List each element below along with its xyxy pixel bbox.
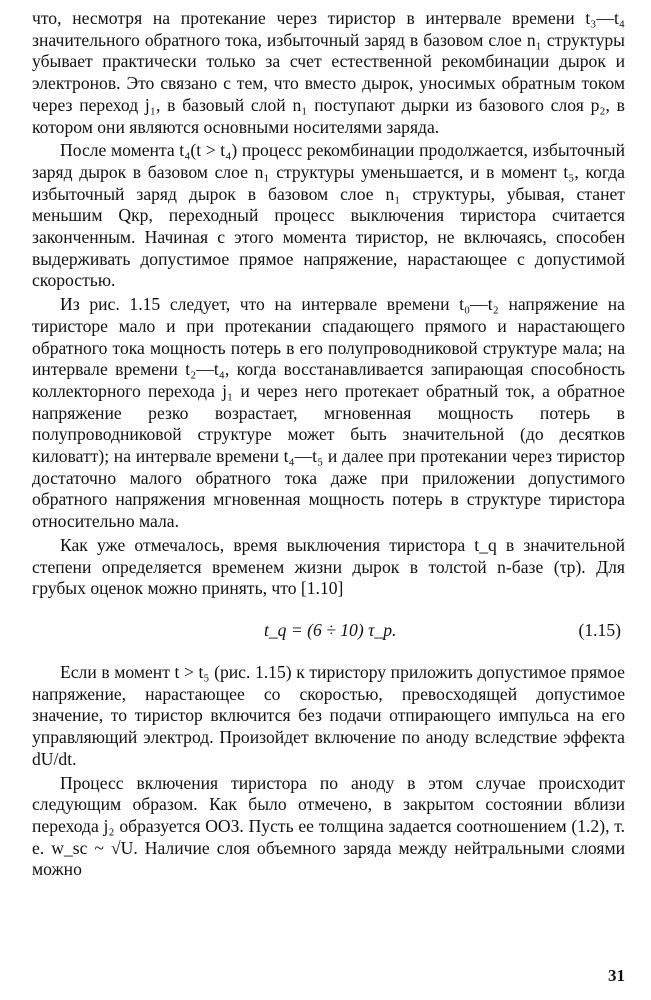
paragraph-1: что, несмотря на протекание через тиристор в интервале времени t₃—t₄ значительного обратного тока, избыточный заряд в базовом слое n₁ структуры убывает практически только за счет естественной рекомбинации дырок и электронов. Это связано с тем, что вместо дырок, уносимых обратным током через переход j₁, в базовый слой n₁ поступают дырки из базового слоя p₂, в котором они являются основными носителями заряда. xyxy=(32,8,625,137)
paragraph-2: После момента t₄(t > t₄) процесс рекомбинации продолжается, избыточный заряд дырок в базовом слое n₁ структуры уменьшается, и в момент t₅, когда избыточный заряд дырок в базовом слое n₁ структуры, убывая, станет меньшим Qкр, переходный процесс выключения тиристора считается законченным. Начиная с этого момента тиристор, не включаясь, способен выдерживать допустимое прямое напряжение, нарастающее с допустимой скоростью. xyxy=(32,140,625,291)
equation-1-15 xyxy=(32,606,625,660)
paragraph-5: Если в момент t > t₅ (рис. 1.15) к тиристору приложить допустимое прямое напряжение, нарастающее со скоростью, превосходящей допустимое значение, то тиристор включится без подачи отпирающего импульса на его управляющий электрод. Произойдет включение по аноду вследствие эффекта dU/dt. xyxy=(32,661,625,769)
paragraph-6: Процесс включения тиристора по аноду в этом случае происходит следующим образом. Как было отмечено, в закрытом состоянии вблизи перехода j₂ образуется ООЗ. Пусть ее толщина задается соотношением (1.2), т. е. w_sc ~ √U. Наличие слоя объемного заряда между нейтральными слоями можно xyxy=(32,772,625,880)
paragraph-3: Из рис. 1.15 следует, что на интервале времени t₀—t₂ напряжение на тиристоре мало и при протекании спадающего прямого и нарастающего обратного тока мощность потерь в его полупроводниковой структуре мала; на интервале времени t₂—t₄, когда восстанавливается запирающая способность коллекторного перехода j₁ и через него протекает обратный ток, а обратное напряжение резко возрастает, мгновенная мощность потерь в полупроводниковой структуре может быть значительной (до десятков киловатт); на интервале времени t₄—t₅ и далее при протекании через тиристор достаточно малого обратного тока даже при приложении допустимого обратного напряжения мгновенная мощность потерь в структуре тиристора относительно мала. xyxy=(32,294,625,532)
equation-expression: t_q = (6 ÷ 10) τ_p. xyxy=(264,619,397,640)
equation-number: (1.15) xyxy=(578,619,621,640)
paragraph-4: Как уже отмечалось, время выключения тиристора t_q в значительной степени определяется временем жизни дырок в толстой n-базе (τp). Для грубых оценок можно принять, что [1.10] xyxy=(32,534,625,599)
page-number: 31 xyxy=(608,966,625,985)
